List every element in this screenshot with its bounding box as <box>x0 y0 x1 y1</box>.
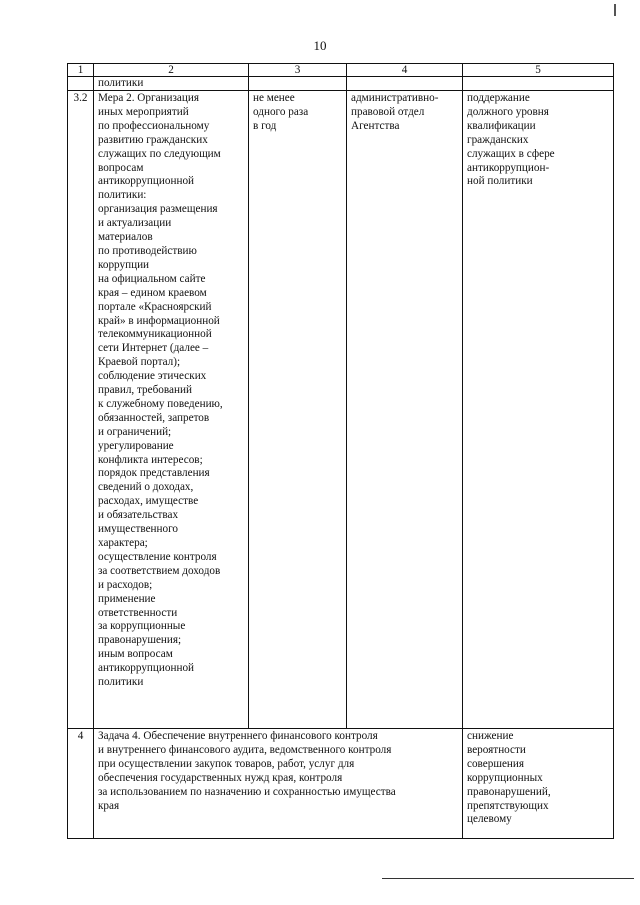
row-3-2-term: не менее одного раза в год <box>249 91 347 729</box>
header-col-1: 1 <box>68 64 94 77</box>
scan-mark <box>614 4 616 16</box>
row-3-2-result: поддержание должного уровня квалификации гражданских служащих в сфере антикоррупцион- ной политики <box>463 91 614 729</box>
row-4-result: снижение вероятности совершения коррупционных правонарушений, препятствующих целевому <box>463 729 614 839</box>
row-4-task: Задача 4. Обеспечение внутреннего финансового контроля и внутреннего финансового аудита, ведомственного контроля при осуществлении закупок товаров, работ, услуг для обеспечения государственных нужд края, контроля за использованием по назначению и сохранностью имущества края <box>94 729 463 839</box>
continuation-result-cell <box>463 77 614 91</box>
continuation-row <box>68 77 614 91</box>
table-row-4 <box>68 729 614 839</box>
row-3-2-executor: административно- правовой отдел Агентства <box>347 91 463 729</box>
header-col-2: 2 <box>94 64 249 77</box>
row-4-number: 4 <box>68 729 94 839</box>
header-col-5: 5 <box>463 64 614 77</box>
bottom-scan-line <box>382 878 634 879</box>
header-col-3: 3 <box>249 64 347 77</box>
row-3-2-number: 3.2 <box>68 91 94 729</box>
continuation-executor-cell <box>347 77 463 91</box>
continuation-term-cell <box>249 77 347 91</box>
table-row-3-2 <box>68 91 614 729</box>
continuation-num-cell <box>68 77 94 91</box>
header-col-4: 4 <box>347 64 463 77</box>
measures-table <box>67 63 614 839</box>
page-number: 10 <box>313 38 327 53</box>
continuation-text-cell: политики <box>94 77 249 91</box>
row-3-2-measure: Мера 2. Организация иных мероприятий по профессиональному развитию гражданских служащих по следующим вопросам антикоррупционной политики: организация размещения и актуализации материалов по противодействию коррупции на официальном сайте края – едином краевом портале «Красноярский край» в информационной телекоммуникационной сети Интернет (далее – Краевой портал); соблюдение этических правил, требований к служебному поведению, обязанностей, запретов и ограничений; урегулирование конфликта интересов; порядок представления сведений о доходах, расходах, имуществе и обязательствах имущественного характера; осуществление контроля за соответствием доходов и расходов; применение ответственности за коррупционные правонарушения; иным вопросам антикоррупционной политики <box>94 91 249 729</box>
table-header-row <box>68 64 614 77</box>
